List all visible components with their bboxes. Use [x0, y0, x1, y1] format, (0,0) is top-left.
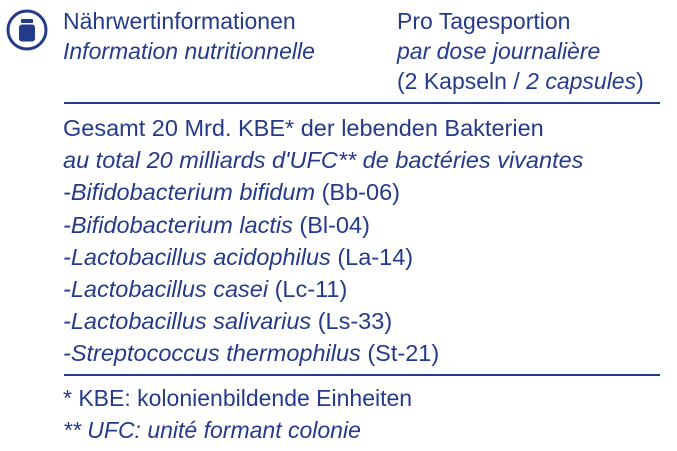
total-de: Gesamt 20 Mrd. KBE* der lebenden Bakterien — [63, 115, 544, 141]
strain-name: -Lactobacillus acidophilus — [63, 243, 331, 270]
heading-nutrition-fr: Information nutritionnelle — [63, 38, 315, 64]
strain-code: (Ls-33) — [317, 308, 393, 335]
strain-code: (La-14) — [337, 243, 414, 270]
footnotes — [63, 382, 412, 446]
supplement-bottle-icon — [6, 9, 48, 51]
strain-row — [63, 176, 583, 208]
strain-code: (Bl-04) — [299, 211, 370, 238]
strain-code: (Lc-11) — [274, 276, 348, 303]
strain-code: (St-21) — [367, 340, 440, 367]
strain-name: -Bifidobacterium lactis — [63, 211, 293, 238]
strain-row — [63, 209, 583, 241]
strain-code: (Bb-06) — [321, 179, 400, 206]
strain-name: -Streptococcus thermophilus — [63, 340, 361, 367]
header-left — [63, 6, 315, 66]
divider-bottom — [64, 374, 660, 376]
strain-name: -Bifidobacterium bifidum — [63, 179, 316, 206]
heading-per-dose-fr: par dose journalière — [397, 38, 601, 64]
heading-nutrition-de: Nährwertinformationen — [63, 8, 296, 34]
strain-name: -Lactobacillus salivarius — [63, 308, 312, 335]
total-fr: au total 20 milliards d'UFC** de bactéries vivantes — [63, 147, 584, 174]
heading-capsules: (2 Kapseln / 2 capsules) — [397, 68, 644, 94]
heading-per-dose-de: Pro Tagesportion — [397, 8, 571, 34]
strain-row — [63, 337, 583, 369]
divider-top — [64, 102, 660, 104]
strain-row — [63, 305, 583, 337]
footnote-fr: ** UFC: unité formant colonie — [63, 417, 361, 443]
strain-name: -Lactobacillus casei — [63, 276, 269, 303]
bacteria-list — [63, 112, 583, 370]
strain-row — [63, 241, 583, 273]
footnote-de: * KBE: kolonienbildende Einheiten — [63, 385, 413, 411]
header-right — [397, 6, 644, 96]
strain-row — [63, 273, 583, 305]
